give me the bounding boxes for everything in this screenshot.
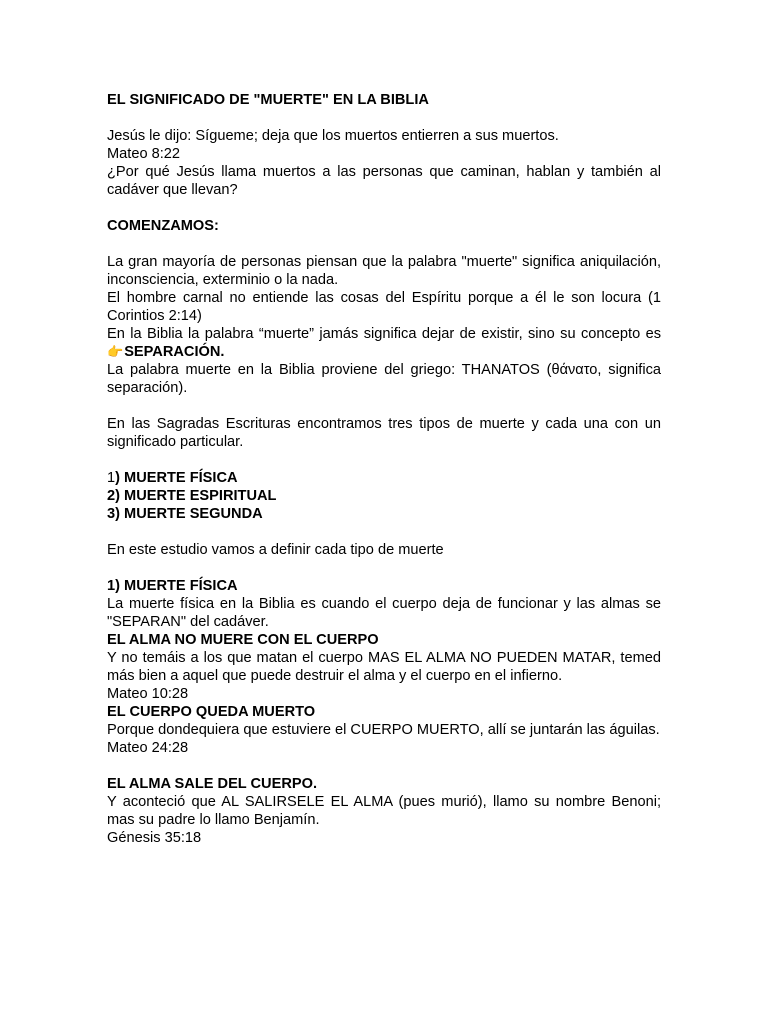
sale-text: Y aconteció que AL SALIRSELE EL ALMA (pues murió), llamo su nombre Benoni; mas su padre lo llamo Benjamín. [107,794,661,828]
alma-heading: EL ALMA NO MUERE CON EL CUERPO [107,632,379,648]
intro-question: ¿Por qué Jesús llama muertos a las personas que caminan, hablan y también al cadáver que llevan? [107,164,661,198]
spacer [107,559,661,577]
intro-quote: Jesús le dijo: Sígueme; deja que los muertos entierren a sus muertos. [107,128,559,144]
comenzamos-paragraph-2: El hombre carnal no entiende las cosas del Espíritu porque a él le son locura (1 Corintios 2:14) [107,290,661,324]
comenzamos-paragraph-1: La gran mayoría de personas piensan que la palabra "muerte" significa aniquilación, inconsciencia, exterminio o la nada. [107,254,661,288]
spacer [107,109,661,127]
spacer [107,451,661,469]
fisica-paragraph: La muerte física en la Biblia es cuando el cuerpo deja de funcionar y las almas se "SEPARAN" del cadáver. [107,596,661,630]
intro-reference: Mateo 8:22 [107,146,181,162]
spacer [107,397,661,415]
sale-reference: Génesis 35:18 [107,830,202,846]
tipos-item-1-number: 1 [107,470,116,486]
pointing-hand-icon: 👉 [107,344,124,359]
cuerpo-reference: Mateo 24:28 [107,740,189,756]
cuerpo-heading: EL CUERPO QUEDA MUERTO [107,704,316,720]
comenzamos-paragraph-3 [107,325,661,361]
tipos-intro: En las Sagradas Escrituras encontramos tres tipos de muerte y cada una con un significado particular. [107,416,661,450]
comenzamos-paragraph-4: La palabra muerte en la Biblia proviene del griego: THANATOS (θάνατο, significa separación). [107,362,661,396]
tipos-item-1-label: ) MUERTE FÍSICA [115,470,238,486]
fisica-heading: 1) MUERTE FÍSICA [107,578,238,594]
alma-text: Y no temáis a los que matan el cuerpo MAS EL ALMA NO PUEDEN MATAR, temed más bien a aquel que puede destruir el alma y el cuerpo en el infierno. [107,650,661,684]
estudio-text: En este estudio vamos a definir cada tipo de muerte [107,542,444,558]
alma-reference: Mateo 10:28 [107,686,189,702]
document-title: EL SIGNIFICADO DE "MUERTE" EN LA BIBLIA [107,92,429,108]
comenzamos-paragraph-3-text: En la Biblia la palabra “muerte” jamás significa dejar de existir, sino su concepto es [107,326,661,342]
separacion-emphasis: SEPARACIÓN. [124,344,225,360]
spacer [107,199,661,217]
tipos-item-1 [107,469,661,487]
cuerpo-text: Porque dondequiera que estuviere el CUERPO MUERTO, allí se juntarán las águilas. [107,722,660,738]
document-page [107,91,661,847]
spacer [107,523,661,541]
comenzamos-heading: COMENZAMOS: [107,218,219,234]
tipos-item-2: 2) MUERTE ESPIRITUAL [107,488,277,504]
tipos-item-3: 3) MUERTE SEGUNDA [107,506,263,522]
spacer [107,235,661,253]
spacer [107,757,661,775]
sale-heading: EL ALMA SALE DEL CUERPO. [107,776,318,792]
